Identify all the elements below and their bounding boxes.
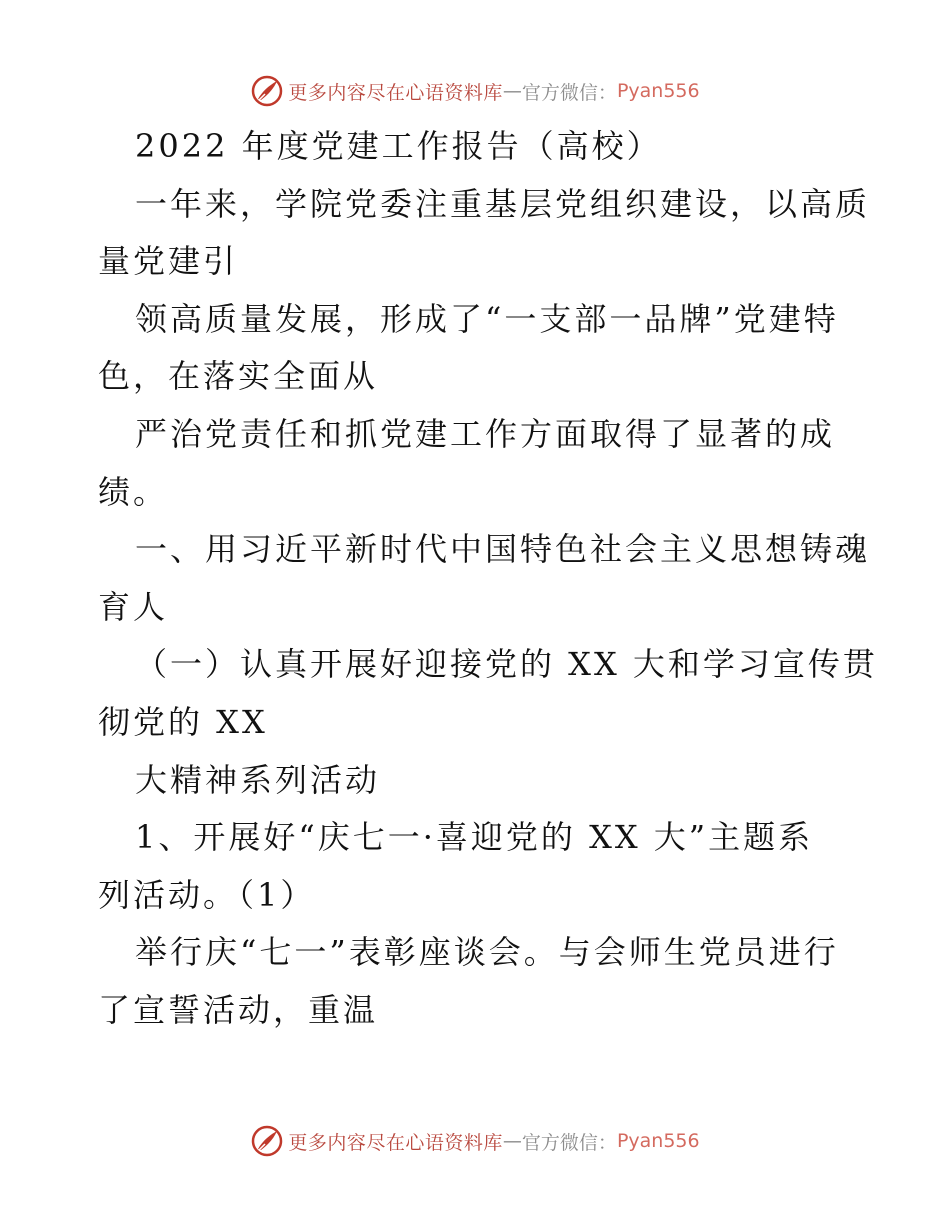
banner-separator: — (502, 80, 522, 102)
banner-text: 更多内容尽在心语资料库 (288, 1131, 503, 1154)
banner-label: 官方微信： (521, 81, 617, 104)
document-line: 育人 (98, 587, 169, 626)
banner-wechat-id: Pyan556 (616, 1130, 700, 1152)
document-line: 举行庆“七一”表彰座谈会。与会师生党员进行 (135, 933, 839, 972)
document-line: 色，在落实全面从 (98, 357, 379, 396)
document-line: 了宣誓活动，重温 (98, 990, 379, 1029)
document-line: （一）认真开展好迎接党的 XX 大和学习宣传贯 (135, 645, 878, 684)
document-body (98, 118, 878, 1040)
quill-pen-logo-icon (250, 1124, 284, 1158)
document-line: 严治党责任和抓党建工作方面取得了显著的成 (135, 414, 836, 453)
document-line: 量党建引 (98, 242, 239, 281)
banner-text: 更多内容尽在心语资料库 (288, 81, 503, 104)
document-line: 大精神系列活动 (135, 760, 381, 799)
document-line: 列活动。（1） (98, 875, 316, 914)
banner-label: 官方微信： (521, 1131, 617, 1154)
banner-wechat-id: Pyan556 (616, 80, 700, 102)
document-line: 一、用习近平新时代中国特色社会主义思想铸魂 (135, 530, 871, 569)
header-banner (0, 71, 950, 111)
document-line: 领高质量发展，形成了“一支部一品牌”党建特 (135, 299, 839, 338)
footer-banner (0, 1121, 950, 1161)
quill-pen-logo-icon (250, 74, 284, 108)
document-line: 绩。 (98, 472, 169, 511)
document-line: 2022 年度党建工作报告（高校） (135, 127, 662, 165)
document-line: 彻党的 XX (98, 702, 268, 741)
document-line: 一年来，学院党委注重基层党组织建设，以高质 (135, 184, 871, 223)
banner-separator: — (502, 1130, 522, 1152)
document-line: 1、开展好“庆七一·喜迎党的 XX 大”主题系 (135, 818, 814, 857)
